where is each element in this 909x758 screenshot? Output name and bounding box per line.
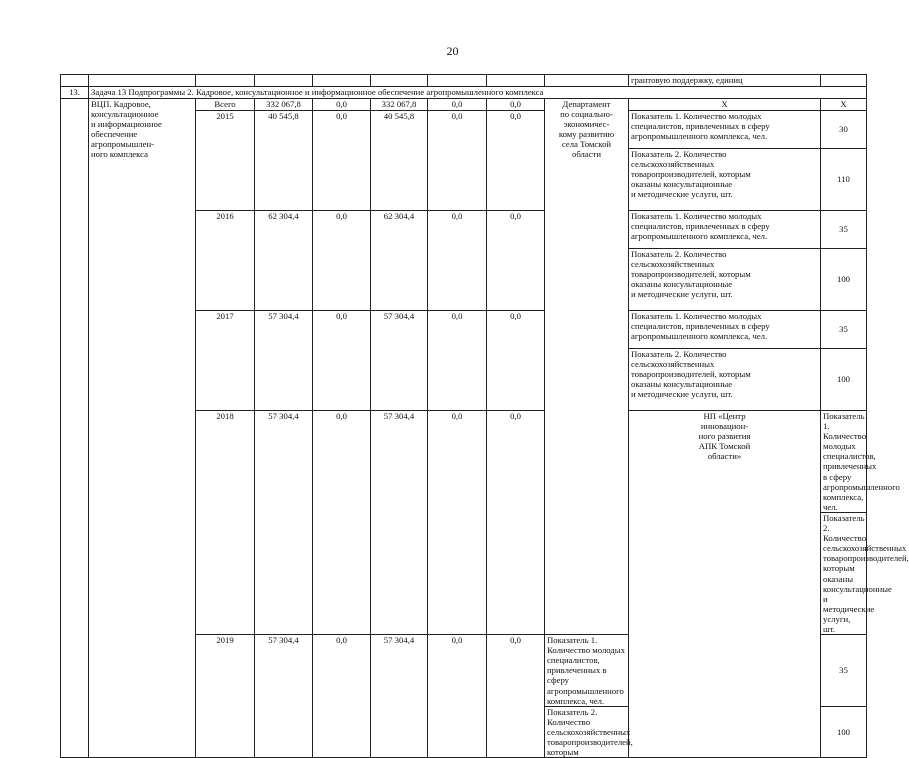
amount-cell: 0,0 xyxy=(487,635,545,758)
task-number: 13. xyxy=(61,87,89,99)
department-1: Департамент по социально- экономичес- кому развитию села Томской области xyxy=(545,99,629,635)
indicator-1-value: 35 xyxy=(821,311,867,349)
amount-cell: 57 304,4 xyxy=(371,635,428,758)
total-value: 332 067,8 xyxy=(371,99,428,111)
cell xyxy=(313,75,371,87)
cell xyxy=(821,75,867,87)
year-cell: 2018 xyxy=(196,411,255,635)
cell xyxy=(428,75,487,87)
amount-cell: 40 545,8 xyxy=(255,111,313,211)
amount-cell: 57 304,4 xyxy=(371,311,428,411)
table-row xyxy=(61,75,867,87)
amount-cell: 57 304,4 xyxy=(371,411,428,635)
amount-cell: 62 304,4 xyxy=(371,211,428,311)
indicator-1-value: 30 xyxy=(821,111,867,149)
amount-cell: 57 304,4 xyxy=(255,411,313,635)
amount-cell: 0,0 xyxy=(487,411,545,635)
task-row xyxy=(61,87,867,99)
page-number: 20 xyxy=(446,44,459,58)
prev-indicator-fragment: грантовую поддержку, единиц xyxy=(629,75,821,87)
total-value: 332 067,8 xyxy=(255,99,313,111)
year-cell: 2019 xyxy=(196,635,255,758)
amount-cell: 0,0 xyxy=(428,411,487,635)
indicator-2-text: Показатель 2. Количество сельскохозяйственных товаропроизводителей, которым оказаны консультационные и методические услуги, шт. xyxy=(629,149,821,211)
total-value: 0,0 xyxy=(487,99,545,111)
indicator-x: Х xyxy=(629,99,821,111)
program-name: ВЦП. Кадровое, консультационное и информационное обеспечение агропромышлен- ного комплекса xyxy=(89,99,196,758)
cell xyxy=(196,75,255,87)
amount-cell: 0,0 xyxy=(428,111,487,211)
amount-cell: 0,0 xyxy=(313,211,371,311)
value-x: Х xyxy=(821,99,867,111)
amount-cell: 0,0 xyxy=(313,311,371,411)
amount-cell: 62 304,4 xyxy=(255,211,313,311)
cell xyxy=(545,75,629,87)
amount-cell: 0,0 xyxy=(313,411,371,635)
indicator-1-text: Показатель 1. Количество молодых специалистов, привлеченных в сферу агропромышленного комплекса, чел. xyxy=(821,411,867,513)
indicator-1-value: 35 xyxy=(821,211,867,249)
indicator-2-value: 100 xyxy=(821,349,867,411)
amount-cell: 0,0 xyxy=(487,211,545,311)
indicator-1-text: Показатель 1. Количество молодых специалистов, привлеченных в сферу агропромышленного комплекса, чел. xyxy=(545,635,629,707)
year-cell: 2015 xyxy=(196,111,255,211)
cell xyxy=(255,75,313,87)
task-title: Задача 13 Подпрограммы 2. Кадровое, консультационное и информационное обеспечение агропромышленного комплекса xyxy=(89,87,867,99)
total-label: Всего xyxy=(196,99,255,111)
indicator-1-value: 35 xyxy=(821,635,867,707)
amount-cell: 57 304,4 xyxy=(255,635,313,758)
indicator-1-text: Показатель 1. Количество молодых специалистов, привлеченных в сферу агропромышленного комплекса, чел. xyxy=(629,311,821,349)
department-2: НП «Центр инновацион- ного развития АПК Томской области» xyxy=(629,411,821,758)
cell xyxy=(487,75,545,87)
total-value: 0,0 xyxy=(313,99,371,111)
indicator-2-value: 100 xyxy=(821,249,867,311)
indicator-1-text: Показатель 1. Количество молодых специалистов, привлеченных в сферу агропромышленного комплекса, чел. xyxy=(629,211,821,249)
indicator-2-text: Показатель 2. Количество сельскохозяйственных товаропроизводителей, которым оказаны консультационные и методические услуги, шт. xyxy=(629,349,821,411)
indicator-2-value: 110 xyxy=(821,149,867,211)
amount-cell: 0,0 xyxy=(313,111,371,211)
cell xyxy=(61,75,89,87)
amount-cell: 0,0 xyxy=(313,635,371,758)
total-value: 0,0 xyxy=(428,99,487,111)
amount-cell: 40 545,8 xyxy=(371,111,428,211)
indicator-2-value: 100 xyxy=(821,706,867,757)
number-column-blank xyxy=(61,99,89,758)
indicator-1-text: Показатель 1. Количество молодых специалистов, привлеченных в сферу агропромышленного комплекса, чел. xyxy=(629,111,821,149)
amount-cell: 0,0 xyxy=(487,311,545,411)
amount-cell: 0,0 xyxy=(428,635,487,758)
program-table xyxy=(60,74,909,758)
cell xyxy=(371,75,428,87)
indicator-2-text: Показатель 2. Количество сельскохозяйственных товаропроизводителей, которым xyxy=(545,706,629,757)
indicator-2-text: Показатель 2. Количество сельскохозяйственных товаропроизводителей, которым оказаны консультационные и методические услуги, шт. xyxy=(821,512,867,634)
amount-cell: 57 304,4 xyxy=(255,311,313,411)
year-cell: 2017 xyxy=(196,311,255,411)
amount-cell: 0,0 xyxy=(428,311,487,411)
year-cell: 2016 xyxy=(196,211,255,311)
cell xyxy=(89,75,196,87)
indicator-2-text: Показатель 2. Количество сельскохозяйственных товаропроизводителей, которым оказаны консультационные и методические услуги, шт. xyxy=(629,249,821,311)
total-row xyxy=(61,99,867,111)
amount-cell: 0,0 xyxy=(428,211,487,311)
amount-cell: 0,0 xyxy=(487,111,545,211)
